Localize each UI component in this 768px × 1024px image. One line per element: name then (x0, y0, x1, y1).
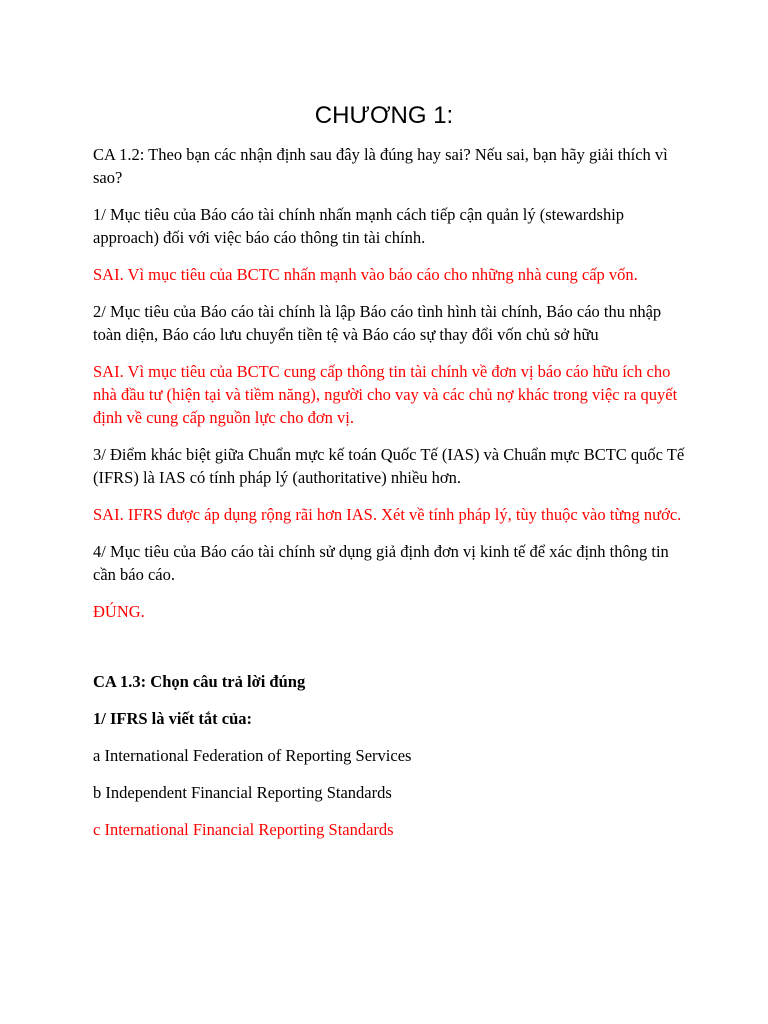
ca12-question-2: 2/ Mục tiêu của Báo cáo tài chính là lập Báo cáo tình hình tài chính, Báo cáo thu nhập toàn diện, Báo cáo lưu chuyển tiền tệ và Báo cáo sự thay đổi vốn chủ sở hữu (93, 302, 662, 344)
ca12-answer-4: ĐÚNG. (93, 602, 145, 621)
ca13-option-a: a International Federation of Reporting Services (93, 746, 412, 765)
ca12-answer-3: SAI. IFRS được áp dụng rộng rãi hơn IAS. Xét về tính pháp lý, tùy thuộc vào từng nước. (93, 505, 682, 524)
ca12-answer-1: SAI. Vì mục tiêu của BCTC nhấn mạnh vào báo cáo cho những nhà cung cấp vốn. (93, 265, 638, 284)
ca12-answer-2: SAI. Vì mục tiêu của BCTC cung cấp thông tin tài chính về đơn vị báo cáo hữu ích cho nhà đầu tư (hiện tại và tiềm năng), người cho vay và các chủ nợ khác trong việc ra quyết định về cung cấp nguồn lực cho đơn vị. (93, 362, 678, 427)
ca13-option-b: b Independent Financial Reporting Standards (93, 783, 392, 802)
ca13-option-c: c International Financial Reporting Standards (93, 820, 394, 839)
ca13-question-1: 1/ IFRS là viết tắt của: (93, 709, 253, 728)
ca12-question-4: 4/ Mục tiêu của Báo cáo tài chính sử dụng giả định đơn vị kinh tế để xác định thông tin cần báo cáo. (93, 542, 669, 584)
document-body (93, 143, 693, 855)
ca13-heading: CA 1.3: Chọn câu trả lời đúng (93, 672, 306, 691)
ca12-question-1: 1/ Mục tiêu của Báo cáo tài chính nhấn mạnh cách tiếp cận quản lý (stewardship approach) đối với việc báo cáo thông tin tài chính. (93, 205, 625, 247)
ca12-heading: CA 1.2: Theo bạn các nhận định sau đây là đúng hay sai? Nếu sai, bạn hãy giải thích vì sao? (93, 145, 668, 187)
ca12-question-3: 3/ Điểm khác biệt giữa Chuẩn mực kế toán Quốc Tế (IAS) và Chuẩn mực BCTC quốc Tế (IFRS) là IAS có tính pháp lý (authoritative) nhiều hơn. (93, 445, 685, 487)
section-spacer (93, 637, 693, 670)
chapter-title: CHƯƠNG 1: (314, 102, 454, 129)
